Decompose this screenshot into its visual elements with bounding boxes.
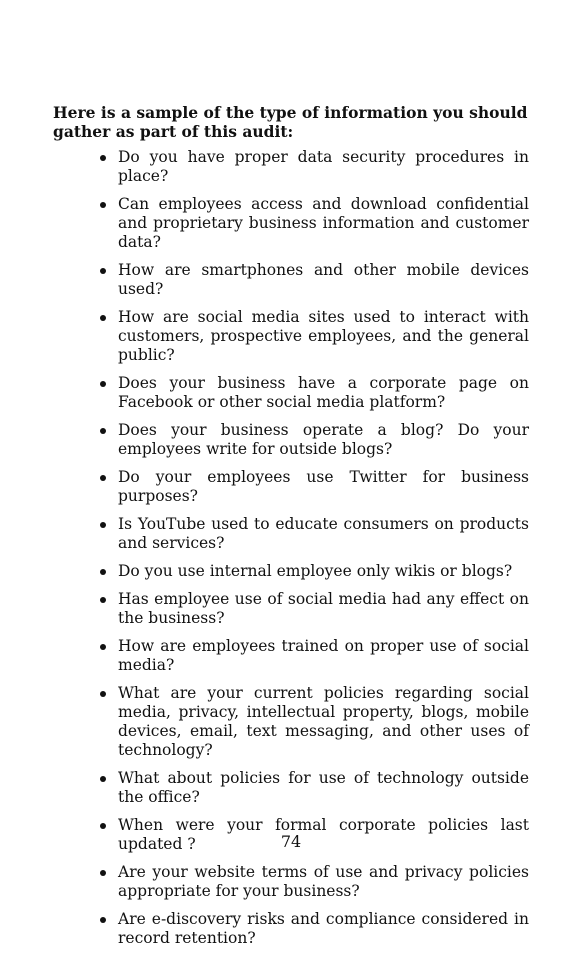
bullet-icon bbox=[100, 475, 106, 481]
list-item bbox=[97, 261, 529, 299]
question-text: What are your current policies regarding social media, privacy, intellectual property, blogs, mobile devices, email, text messaging, and other uses of technology? bbox=[118, 684, 529, 759]
page-number: 74 bbox=[280, 832, 302, 851]
list-item bbox=[97, 769, 529, 807]
bullet-icon bbox=[100, 917, 106, 923]
list-item bbox=[97, 684, 529, 760]
question-text: What about policies for use of technology outside the office? bbox=[118, 769, 529, 806]
question-text: Can employees access and download confidential and proprietary business information and customer data? bbox=[118, 195, 529, 251]
list-item bbox=[97, 515, 529, 553]
question-text: Do you use internal employee only wikis or blogs? bbox=[118, 562, 513, 580]
question-text: How are employees trained on proper use of social media? bbox=[118, 637, 529, 674]
question-text: How are smartphones and other mobile devices used? bbox=[118, 261, 529, 298]
bullet-icon bbox=[100, 428, 106, 434]
bullet-icon bbox=[100, 155, 106, 161]
list-item bbox=[97, 421, 529, 459]
question-text: Does your business have a corporate page on Facebook or other social media platform? bbox=[118, 374, 529, 411]
bullet-icon bbox=[100, 823, 106, 829]
question-text: How are social media sites used to interact with customers, prospective employees, and the general public? bbox=[118, 308, 529, 364]
bullet-icon bbox=[100, 569, 106, 575]
bullet-icon bbox=[100, 644, 106, 650]
bullet-icon bbox=[100, 522, 106, 528]
bullet-icon bbox=[100, 691, 106, 697]
question-text: Are e-discovery risks and compliance considered in record retention? bbox=[118, 910, 529, 947]
question-text: Does your business operate a blog? Do your employees write for outside blogs? bbox=[118, 421, 529, 458]
bullet-icon bbox=[100, 268, 106, 274]
list-item bbox=[97, 910, 529, 948]
bullet-icon bbox=[100, 870, 106, 876]
question-text: Has employee use of social media had any effect on the business? bbox=[118, 590, 529, 627]
question-text: Do you have proper data security procedures in place? bbox=[118, 148, 529, 185]
bullet-icon bbox=[100, 776, 106, 782]
bullet-icon bbox=[100, 202, 106, 208]
list-item bbox=[97, 863, 529, 901]
bullet-icon bbox=[100, 315, 106, 321]
list-item bbox=[97, 195, 529, 252]
list-item bbox=[97, 590, 529, 628]
list-item bbox=[97, 308, 529, 365]
list-item bbox=[97, 374, 529, 412]
list-item bbox=[97, 637, 529, 675]
list-item bbox=[97, 148, 529, 186]
bullet-icon bbox=[100, 597, 106, 603]
list-item bbox=[97, 468, 529, 506]
question-text: Is YouTube used to educate consumers on products and services? bbox=[118, 515, 529, 552]
bullet-icon bbox=[100, 381, 106, 387]
question-text: Do your employees use Twitter for business purposes? bbox=[118, 468, 529, 505]
question-text: When were your formal corporate policies last updated ? bbox=[118, 816, 529, 853]
question-text: Are your website terms of use and privacy policies appropriate for your business? bbox=[118, 863, 529, 900]
list-item bbox=[97, 562, 529, 581]
intro-heading: Here is a sample of the type of information you should gather as part of this audit: bbox=[53, 103, 528, 141]
